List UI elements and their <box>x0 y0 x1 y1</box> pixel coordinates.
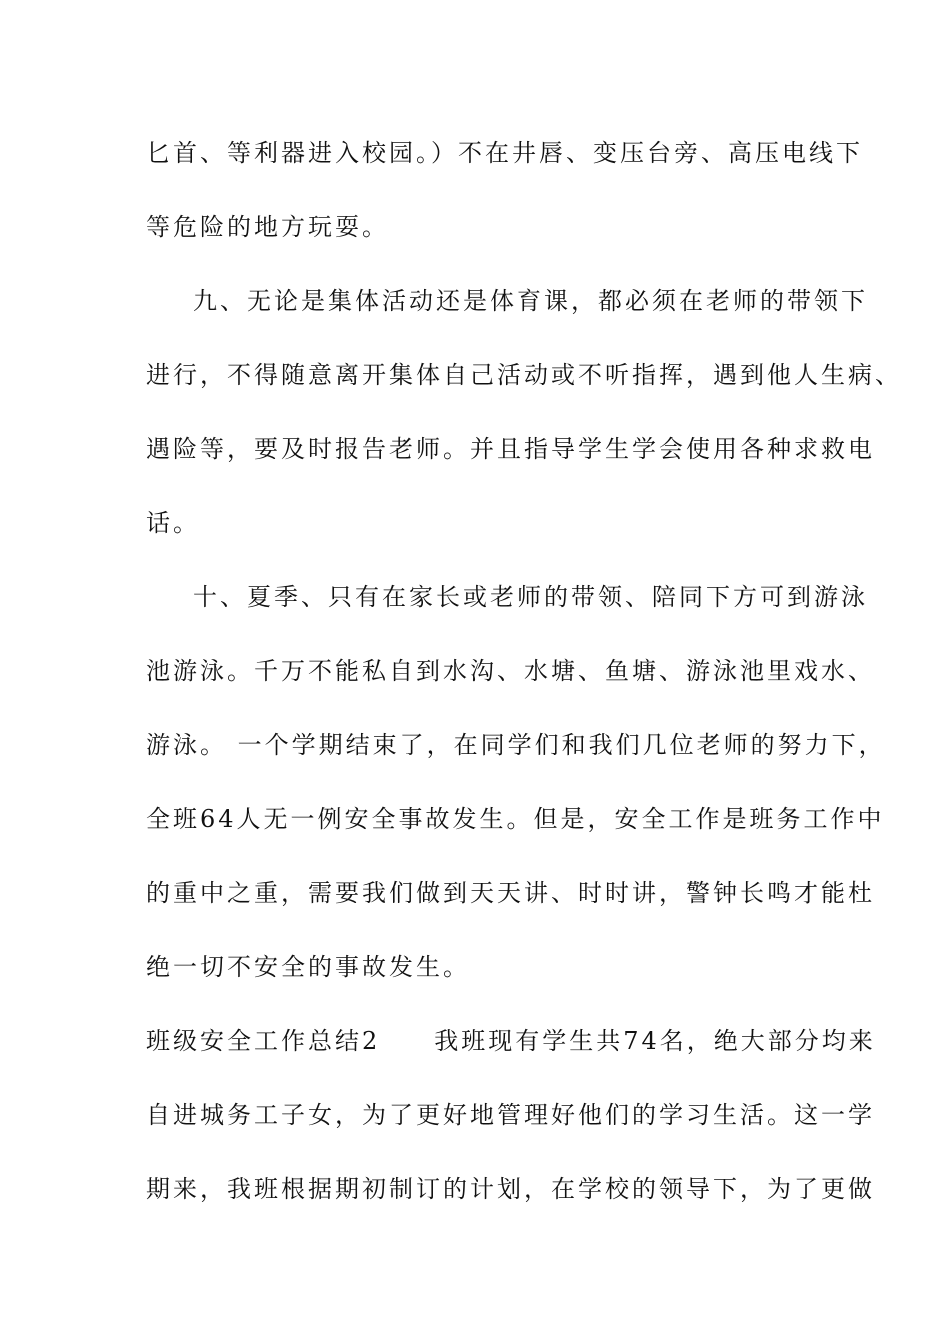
paragraph-10-line-3: 游泳。 一个学期结束了，在同学们和我们几位老师的努力下， <box>146 731 886 759</box>
paragraph-9-line-3: 遇险等，要及时报告老师。并且指导学生学会使用各种求救电 <box>146 435 875 463</box>
paragraph-9-line-1: 九、无论是集体活动还是体育课，都必须在老师的带领下 <box>193 287 868 315</box>
paragraph-10-line-6: 绝一切不安全的事故发生。 <box>146 953 470 981</box>
paragraph-9-line-2: 进行，不得随意离开集体自己活动或不听指挥，遇到他人生病、 <box>146 361 902 389</box>
text-line-1: 匕首、等利器进入校园。）不在井唇、变压台旁、高压电线下 <box>146 139 863 167</box>
paragraph-9-line-4: 话。 <box>146 509 200 537</box>
paragraph-10-line-1: 十、夏季、只有在家长或老师的带领、陪同下方可到游泳 <box>193 583 868 611</box>
summary-2-line-1: 班级安全工作总结2 我班现有学生共74名，绝大部分均来 <box>146 1027 876 1055</box>
summary-2-line-3: 期来，我班根据期初制订的计划，在学校的领导下，为了更做 <box>146 1175 875 1203</box>
paragraph-10-line-4: 全班64人无一例安全事故发生。但是，安全工作是班务工作中 <box>146 805 885 833</box>
paragraph-10-line-5: 的重中之重，需要我们做到天天讲、时时讲，警钟长鸣才能杜 <box>146 879 875 907</box>
text-line-2: 等危险的地方玩耍。 <box>146 213 389 241</box>
summary-2-line-2: 自进城务工子女，为了更好地管理好他们的学习生活。这一学 <box>146 1101 875 1129</box>
paragraph-10-line-2: 池游泳。千万不能私自到水沟、水塘、鱼塘、游泳池里戏水、 <box>146 657 875 685</box>
